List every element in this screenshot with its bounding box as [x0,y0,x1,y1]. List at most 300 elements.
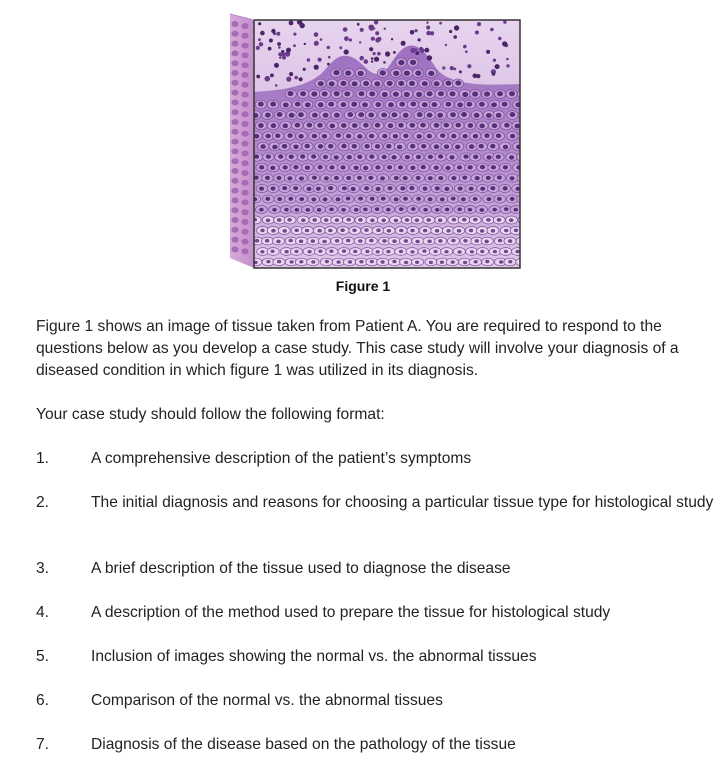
epithelial-cell [407,100,418,109]
epithelial-cell [269,269,281,274]
free-cell-dot [293,44,296,47]
epithelial-cell [344,153,356,161]
free-cell-dot [426,21,428,23]
free-cell-dot [259,42,263,46]
epithelial-cell [406,248,418,256]
epithelial-cell [446,258,458,266]
epithelial-cell [487,142,498,151]
epithelial-cell [419,100,430,109]
epithelial-cell [303,121,314,130]
epithelial-cell [435,216,447,224]
tissue-figure [226,12,526,274]
epithelial-cell [402,69,413,78]
epithelial-cell [291,269,303,274]
free-cell-dot [374,57,379,62]
side-cell [231,246,238,252]
epithelial-cell [372,248,384,256]
epithelial-cell [466,227,478,235]
epithelial-cell [443,163,455,171]
epithelial-cell [389,111,400,120]
epithelial-cell [388,258,400,266]
epithelial-cell [371,206,383,214]
format-heading: Your case study should follow the following format: [36,406,385,423]
epithelial-cell [331,111,342,120]
epithelial-cell [429,248,441,256]
epithelial-cell [343,69,354,78]
epithelial-cell [309,111,320,120]
epithelial-cell [360,121,371,130]
epithelial-cell [513,142,524,151]
epithelial-cell [395,227,407,235]
free-cell-dot [385,51,390,56]
free-cell-dot [415,29,418,32]
epithelial-cell [494,174,506,182]
epithelial-cell [307,237,319,245]
epithelial-cell [522,227,526,235]
epithelial-cell [476,269,488,274]
epithelial-cell [296,111,307,120]
epithelial-cell [488,163,500,171]
epithelial-cell [262,174,274,182]
epithelial-cell [326,248,338,256]
item-number: 5. [36,648,50,665]
epithelial-cell [407,58,418,67]
epithelial-cell [263,153,275,161]
epithelial-cell [272,132,283,141]
epithelial-cell [477,184,489,192]
epithelial-cell [378,111,389,120]
epithelial-cell [435,153,447,161]
epithelial-cell [465,184,477,192]
epithelial-cell [407,79,418,88]
epithelial-cell [426,69,437,78]
epithelial-cell [414,111,425,120]
epithelial-cell [319,90,330,99]
item-number: 4. [36,604,50,621]
item-number: 1. [36,450,50,467]
epithelial-cell [372,79,383,88]
epithelial-cell [372,163,384,171]
epithelial-cell [342,90,353,99]
epithelial-cell [494,195,506,203]
epithelial-cell [441,121,452,130]
epithelial-cell [385,121,396,130]
free-cell-dot [258,38,261,41]
free-cell-dot [279,56,281,58]
free-cell-dot [426,31,431,36]
epithelial-cell [406,121,417,130]
side-cell [231,148,238,154]
epithelial-cell [469,258,481,266]
epithelial-cell [476,142,487,151]
epithelial-cell [261,237,273,245]
item-text: Comparison of the normal vs. the abnormal tissues [91,692,443,709]
epithelial-cell [278,227,290,235]
epithelial-cell [430,121,441,130]
epithelial-cell [343,216,355,224]
item-number: 7. [36,736,50,753]
item-number: 3. [36,560,50,577]
epithelial-cell [460,237,472,245]
free-cell-dot [304,43,306,45]
side-cell [241,229,248,235]
epithelial-cell [327,79,338,88]
side-cell [231,21,238,27]
epithelial-cell [366,195,378,203]
epithelial-cell [354,153,366,161]
epithelial-cell [361,184,373,192]
free-cell-dot [450,66,454,70]
free-cell-dot [449,30,452,33]
epithelial-cell [256,184,268,192]
side-cell [231,158,238,164]
epithelial-cell [388,237,400,245]
epithelial-cell [482,174,494,182]
epithelial-cell [279,269,291,274]
epithelial-cell [267,184,279,192]
epithelial-cell [327,163,339,171]
epithelial-cell [325,227,337,235]
epithelial-cell [349,142,360,151]
epithelial-cell [507,111,518,120]
epithelial-cell [342,237,354,245]
free-cell-dot [369,47,373,51]
epithelial-cell [338,206,350,214]
epithelial-cell [320,111,331,120]
epithelial-cell [446,153,458,161]
free-cell-dot [473,74,478,79]
epithelial-cell [279,163,291,171]
free-cell-dot [278,46,281,49]
epithelial-cell [429,100,440,109]
epithelial-cell [448,132,459,141]
epithelial-cell [307,258,319,266]
free-cell-dot [344,49,349,54]
epithelial-cell [435,90,446,99]
epithelial-cell [285,195,297,203]
epithelial-cell [366,216,378,224]
side-cell [241,219,248,225]
epithelial-cell [516,258,526,266]
epithelial-cell [493,216,505,224]
free-cell-dot [374,20,378,24]
free-cell-dot [256,75,260,79]
side-cell [241,43,248,49]
free-cell-dot [320,38,323,41]
epithelial-cell [447,111,458,120]
free-cell-dot [270,74,274,78]
epithelial-cell [411,216,423,224]
epithelial-cell [518,90,527,99]
epithelial-cell [320,153,332,161]
epithelial-cell [396,100,407,109]
epithelial-cell [454,163,466,171]
epithelial-cell [377,69,388,78]
epithelial-cell [419,269,431,274]
free-cell-dot [420,48,425,53]
epithelial-cell [320,258,332,266]
epithelial-cell [290,142,301,151]
epithelial-cell [361,227,373,235]
free-cell-dot [294,76,298,80]
free-cell-dot [493,59,496,62]
epithelial-cell [471,111,482,120]
epithelial-cell [513,100,524,109]
free-cell-dot [277,42,281,46]
epithelial-cell [385,100,396,109]
free-cell-dot [274,63,279,68]
epithelial-cell [325,206,337,214]
free-cell-dot [276,32,280,36]
side-cell [241,101,248,107]
epithelial-cell [464,100,475,109]
side-cell [231,178,238,184]
epithelial-cell [407,142,418,151]
epithelial-cell [315,79,326,88]
free-cell-dot [415,51,419,55]
epithelial-cell [280,206,292,214]
epithelial-cell [458,195,470,203]
epithelial-cell [413,174,425,182]
free-cell-dot [364,59,369,64]
free-cell-dot [265,76,271,82]
epithelial-cell [257,142,268,151]
epithelial-cell [512,184,524,192]
epithelial-cell [419,227,431,235]
tissue-illustration [226,12,526,274]
epithelial-cell [524,100,526,109]
free-cell-dot [465,50,468,53]
epithelial-cell [371,142,382,151]
epithelial-cell [400,258,412,266]
epithelial-cell [331,174,343,182]
epithelial-cell [320,195,332,203]
epithelial-cell [273,258,285,266]
epithelial-cell [298,90,309,99]
epithelial-cell [297,216,309,224]
epithelial-cell [396,58,407,67]
epithelial-cell [366,132,377,141]
epithelial-cell [337,227,349,235]
figure-caption: Figure 1 [335,278,391,294]
epithelial-cell [466,248,478,256]
epithelial-cell [476,206,488,214]
epithelial-cell [315,142,326,151]
epithelial-cell [412,69,423,78]
epithelial-cell [301,269,313,274]
epithelial-cell [402,90,413,99]
epithelial-cell [349,227,361,235]
side-cell [231,31,238,37]
epithelial-cell [435,237,447,245]
epithelial-cell [255,121,266,130]
item-text: The initial diagnosis and reasons for choosing a particular tissue type for histological study [91,494,714,511]
epithelial-cell [413,132,424,141]
side-cell [241,131,248,137]
free-cell-dot [371,60,373,62]
epithelial-cell [407,269,419,274]
side-cell [241,141,248,147]
epithelial-cell [425,258,437,266]
epithelial-cell [255,100,266,109]
free-cell-dot [314,41,319,46]
epithelial-cell [523,206,527,214]
free-cell-dot [477,22,481,26]
free-cell-dot [506,58,509,61]
free-cell-dot [327,46,330,49]
epithelial-cell [407,206,419,214]
epithelial-cell [518,216,526,224]
epithelial-cell [379,132,390,141]
epithelial-cell [348,100,359,109]
epithelial-cell [291,206,303,214]
epithelial-cell [487,227,499,235]
epithelial-cell [366,90,377,99]
free-cell-dot [299,77,303,81]
epithelial-cell [349,269,361,274]
epithelial-cell [343,174,355,182]
epithelial-cell [464,206,476,214]
item-text: A description of the method used to prepare the tissue for histological study [91,604,611,621]
epithelial-cell [355,195,367,203]
side-cell [241,92,248,98]
item-text: A brief description of the tissue used to diagnose the disease [91,560,511,577]
epithelial-cell [327,121,338,130]
epithelial-cell [465,163,477,171]
epithelial-cell [315,100,326,109]
epithelial-cell [384,142,395,151]
epithelial-cell [396,269,408,274]
epithelial-cell [331,237,343,245]
item-number: 2. [36,494,50,511]
free-cell-dot [454,25,459,30]
epithelial-cell [453,269,465,274]
epithelial-cell [333,132,344,141]
free-cell-dot [463,45,467,49]
epithelial-cell [459,90,470,99]
side-cell [241,52,248,58]
epithelial-cell [331,90,342,99]
epithelial-cell [423,237,435,245]
epithelial-cell [267,227,279,235]
free-cell-dot [495,64,500,69]
epithelial-cell [400,111,411,120]
free-cell-dot [439,22,442,25]
epithelial-cell [309,132,320,141]
free-cell-dot [442,66,445,69]
epithelial-cell [279,184,291,192]
free-cell-dot [377,52,381,56]
epithelial-cell [499,100,510,109]
epithelial-cell [518,132,526,141]
epithelial-cell [360,79,371,88]
epithelial-cell [272,237,284,245]
side-cell [241,150,248,156]
epithelial-cell [477,100,488,109]
epithelial-cell [315,269,327,274]
epithelial-cell [377,216,389,224]
epithelial-cell [365,174,377,182]
free-cell-dot [369,26,374,31]
free-cell-dot [359,41,361,43]
epithelial-cell [523,121,526,130]
free-cell-dot [293,33,296,36]
epithelial-cell [424,195,436,203]
epithelial-cell [313,227,325,235]
epithelial-cell [318,237,330,245]
side-cell [241,111,248,117]
side-cell [231,197,238,203]
epithelial-cell [296,174,308,182]
epithelial-cell [477,163,489,171]
epithelial-cell [256,269,268,274]
free-cell-dot [411,48,416,53]
epithelial-cell [431,227,443,235]
side-cell [231,50,238,56]
epithelial-cell [325,142,336,151]
epithelial-cell [354,237,366,245]
epithelial-cell [290,163,302,171]
epithelial-cell [501,121,512,130]
epithelial-cell [506,216,518,224]
epithelial-cell [418,248,430,256]
epithelial-cell [365,237,377,245]
epithelial-cell [267,163,279,171]
epithelial-cell [308,153,320,161]
free-cell-dot [268,47,272,51]
epithelial-cell [344,111,355,120]
epithelial-cell [262,216,274,224]
epithelial-cell [454,184,466,192]
epithelial-cell [430,163,442,171]
epithelial-cell [431,142,442,151]
side-cell [241,23,248,29]
epithelial-cell [319,132,330,141]
epithelial-cell [372,184,384,192]
epithelial-cell [506,153,518,161]
free-cell-dot [503,20,506,23]
epithelial-cell [395,248,407,256]
epithelial-cell [338,142,349,151]
epithelial-cell [424,132,435,141]
epithelial-cell [517,195,526,203]
epithelial-cell [292,121,303,130]
free-cell-dot [371,37,375,41]
epithelial-cell [371,269,383,274]
epithelial-cell [379,90,390,99]
epithelial-cell [285,90,296,99]
epithelial-cell [361,248,373,256]
epithelial-cell [407,227,419,235]
side-cell [231,207,238,213]
epithelial-cell [354,132,365,141]
free-cell-dot [303,68,306,71]
epithelial-cell [396,121,407,130]
epithelial-cell [348,184,360,192]
free-cell-dot [307,58,310,61]
side-cell [231,119,238,125]
epithelial-cell [493,153,505,161]
epithelial-cell [349,248,361,256]
epithelial-cell [522,269,527,274]
epithelial-cell [295,237,307,245]
epithelial-cell [437,132,448,141]
epithelial-cell [489,121,500,130]
free-cell-dot [286,48,291,53]
epithelial-cell [314,163,326,171]
epithelial-cell [296,195,308,203]
side-cell [231,41,238,47]
